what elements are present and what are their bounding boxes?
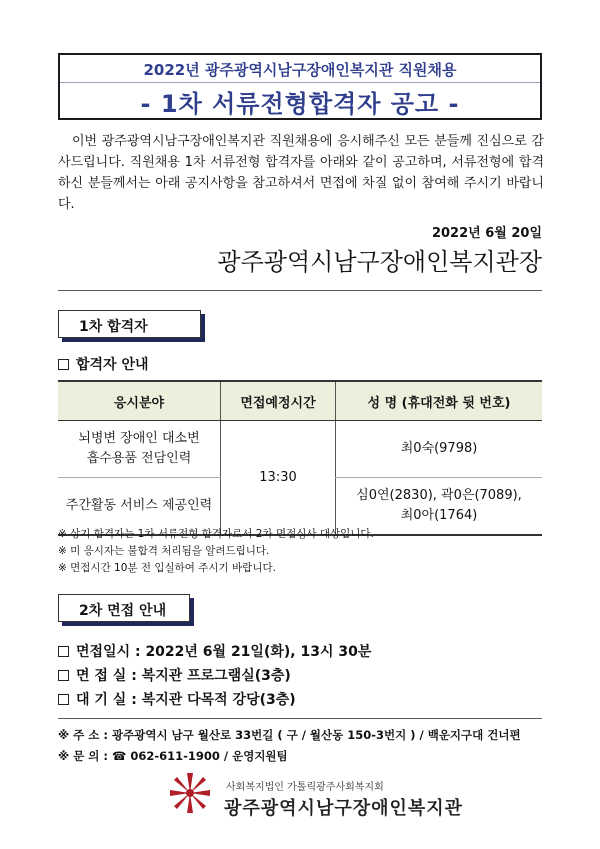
intro-paragraph: 이번 광주광역시남구장애인복지관 직원채용에 응시해주신 모든 분들께 진심으로 감사드립니다. 직원채용 1차 서류전형 합격자를 아래와 같이 공고하며, 서류전형에 합격하신 분들께서는 아래 공지사항을 참고하셔서 면접에 차질 없이 참여해 주시기 바랍니다. [58, 134, 544, 212]
table-header-row [58, 381, 542, 421]
cell-names-line: 최0아(1764) [400, 508, 478, 523]
notes [58, 526, 374, 577]
note-item: ※ 미 응시자는 불합격 처리됨을 알려드립니다. [58, 545, 270, 557]
interview-datetime [58, 641, 371, 661]
cell-names [336, 421, 543, 478]
notice-date: 2022년 6월 20일 [431, 226, 542, 241]
signature: 광주광역시남구장애인복지관장 [217, 248, 542, 276]
cell-field [58, 421, 221, 478]
logo-foundation-name: 사회복지법인 가톨릭광주사회복지회 [226, 782, 384, 793]
waiting-room [58, 689, 296, 709]
logo-org-name: 광주광역시남구장애인복지관 [224, 798, 464, 819]
checkbox-square-icon [58, 646, 69, 657]
checkbox-square-icon [58, 694, 69, 705]
notice-subtitle: 2022년 광주광역시남구장애인복지관 직원채용 [143, 61, 457, 79]
divider [58, 290, 542, 291]
checkbox-square-icon [58, 670, 69, 681]
cell-time: 13:30 [221, 421, 336, 536]
cell-field-line: 흡수용품 전담인력 [86, 451, 192, 466]
interview-room [58, 665, 291, 685]
subheading-text: 합격자 안내 [76, 357, 149, 373]
subheading-pass-info [58, 354, 149, 374]
title-divider [60, 82, 540, 83]
checkbox-square-icon [58, 359, 69, 370]
pass-table [58, 380, 542, 536]
section-label-first-pass: 1차 합격자 [58, 310, 201, 338]
inquiry-contact: ※ 문 의 : ☎ 062-611-1900 / 운영지원팀 [58, 749, 288, 763]
interview-item-text: 면 접 실 : 복지관 프로그램실(3층) [76, 668, 291, 684]
cell-names-line: 최0숙(9798) [400, 441, 478, 456]
table-row [58, 421, 542, 478]
address: ※ 주 소 : 광주광역시 남구 월산로 33번길 ( 구 / 월산동 150-3번지 ) / 백운지구대 건너편 [58, 728, 521, 742]
section-label-interview: 2차 면접 안내 [58, 594, 190, 622]
cross-emblem-icon [168, 771, 212, 815]
cell-names-line: 심0연(2830), 곽0은(7089), [356, 488, 522, 503]
note-item: ※ 면접시간 10분 전 입실하여 주시기 바랍니다. [58, 562, 276, 574]
cell-field-line: 뇌병변 장애인 대소변 [78, 431, 200, 446]
col-header-names: 성 명 (휴대전화 뒷 번호) [336, 381, 543, 421]
cell-field-line: 주간활동 서비스 제공인력 [65, 498, 213, 513]
col-header-field: 응시분야 [58, 381, 221, 421]
note-item: ※ 상기 합격자는 1차 서류전형 합격자로서 2차 면접심사 대상입니다. [58, 528, 374, 540]
interview-item-text: 대 기 실 : 복지관 다목적 강당(3층) [76, 692, 296, 708]
intro-text [58, 131, 544, 215]
divider [58, 718, 542, 719]
interview-item-text: 면접일시 : 2022년 6월 21일(화), 13시 30분 [76, 644, 372, 660]
notice-title: - 1차 서류전형합격자 공고 - [140, 90, 460, 118]
col-header-time: 면접예정시간 [221, 381, 336, 421]
